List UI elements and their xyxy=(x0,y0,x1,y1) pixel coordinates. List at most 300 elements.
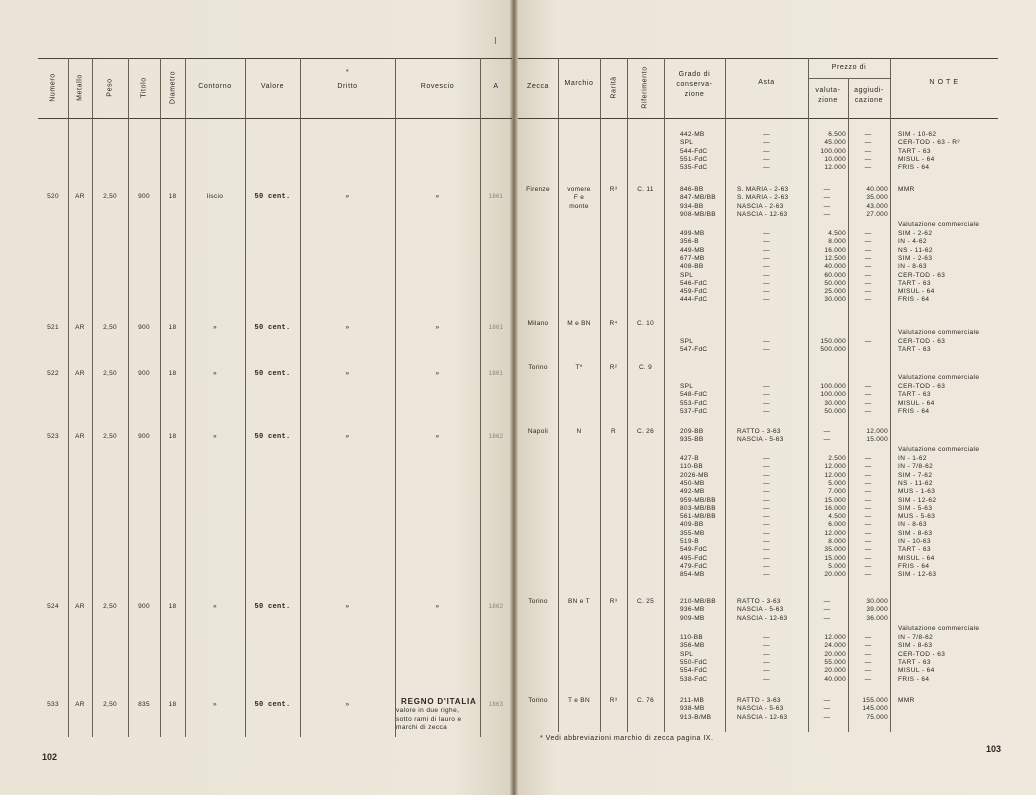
note-valutazione-header: Valutazione commerciale xyxy=(898,625,980,632)
cell-valutazione: — xyxy=(823,697,831,704)
cell-grado: SPL xyxy=(680,338,694,345)
cell-asta: — xyxy=(763,230,770,237)
cell-note: FRIS - 64 xyxy=(898,164,930,172)
cell-grado: 550-FdC xyxy=(680,658,708,666)
cell-contorno: liscio xyxy=(206,193,224,200)
cell-marchio: vomere xyxy=(567,186,591,193)
cell-note: MUS - 1-63 xyxy=(898,488,936,496)
cell-valutazione: — xyxy=(823,614,831,622)
cell-valutazione: — xyxy=(823,436,831,444)
cell-grado: 459-FdC xyxy=(680,288,708,296)
cell-valutazione: 7.000 xyxy=(828,488,846,496)
cell-grado: 909-MB xyxy=(680,614,705,622)
cell-note: MUS - 5-63 xyxy=(898,513,936,521)
cell-metallo: AR xyxy=(75,603,85,610)
cell-note: MMR xyxy=(898,186,915,193)
cell-numero: 520 xyxy=(47,193,59,200)
header-grado: zione xyxy=(684,91,705,98)
cell-valore: 50 cent. xyxy=(254,603,291,611)
cell-note: SIM - 10-62 xyxy=(898,131,937,138)
cell-grado: 2026-MB xyxy=(680,471,709,479)
cell-grado: 110-BB xyxy=(680,463,703,471)
cell-valutazione: 40.000 xyxy=(824,675,846,683)
cell-grado: 935-BB xyxy=(680,436,704,444)
cell-grado: 549-FdC xyxy=(680,546,708,554)
cell-anno: 1862 xyxy=(488,604,504,610)
rovescio-title: REGNO D'ITALIA xyxy=(401,697,477,706)
cell-asta: NASCIA - 12-63 xyxy=(737,210,788,218)
cell-note: TART - 63 xyxy=(898,391,931,399)
cell-grado: 959-MB/BB xyxy=(680,496,716,504)
cell-note: SIM - 8-63 xyxy=(898,529,933,537)
cell-asta: — xyxy=(763,246,770,254)
cell-grado: 913-B/MB xyxy=(680,713,712,721)
cell-note: TART - 63 xyxy=(898,279,931,287)
header-valutazione: valuta- xyxy=(815,87,841,94)
cell-note: IN - 8-63 xyxy=(898,263,927,271)
note-valutazione-header: Valutazione commerciale xyxy=(898,446,980,453)
cell-aggiudicazione: — xyxy=(864,288,872,296)
column-rule xyxy=(600,58,601,732)
cell-aggiudicazione: — xyxy=(864,554,872,562)
cell-asta: RATTO - 3-63 xyxy=(737,428,781,435)
cell-asta: NASCIA - 2-63 xyxy=(737,202,784,210)
cell-aggiudicazione: — xyxy=(864,399,872,407)
cell-marchio: T e BN xyxy=(568,697,590,704)
cell-titolo: 900 xyxy=(138,603,150,610)
cell-aggiudicazione: — xyxy=(864,479,872,487)
cell-valutazione: — xyxy=(823,598,831,605)
cell-aggiudicazione: — xyxy=(864,230,872,237)
cell-aggiudicazione: — xyxy=(864,642,872,650)
cell-aggiudicazione: — xyxy=(864,496,872,504)
cell-asta: — xyxy=(763,238,770,246)
cell-note: MMR xyxy=(898,697,915,704)
cell-valutazione: 20.000 xyxy=(824,571,846,579)
cell-numero: 524 xyxy=(47,603,59,610)
cell-asta: — xyxy=(763,488,770,496)
cell-aggiudicazione: — xyxy=(864,383,872,390)
page-number-right: 103 xyxy=(986,744,1002,754)
header-aggiudicazione: aggiudi- xyxy=(854,87,884,94)
cell-valore: 50 cent. xyxy=(254,433,291,441)
column-rule xyxy=(890,58,891,732)
cell-valutazione: 24.000 xyxy=(824,642,846,650)
cell-riferimento: C. 26 xyxy=(636,428,655,435)
cell-grado: 547-FdC xyxy=(680,346,708,354)
cell-grado: 551-FdC xyxy=(680,155,708,163)
cell-asta: — xyxy=(763,288,770,296)
cell-note: TART - 63 xyxy=(898,147,931,155)
cell-valutazione: — xyxy=(823,428,831,435)
cell-valutazione: 500.000 xyxy=(820,346,846,354)
header-note: N O T E xyxy=(929,79,959,86)
cell-asta: — xyxy=(763,254,770,262)
cell-asta: — xyxy=(763,296,770,304)
cell-note: MISUL - 64 xyxy=(898,667,935,675)
rovescio-description: sotto rami di lauro e xyxy=(396,715,462,723)
cell-valutazione: 8.000 xyxy=(828,238,846,246)
cell-asta: — xyxy=(763,521,770,529)
cell-peso: 2,50 xyxy=(103,433,117,440)
cell-rarita: R⁴ xyxy=(609,320,618,327)
cell-asta: — xyxy=(763,455,770,462)
cell-metallo: AR xyxy=(75,701,85,708)
footnote: * Vedi abbreviazioni marchio di zecca pagina IX. xyxy=(540,735,714,742)
cell-rarita: R xyxy=(611,428,616,435)
cell-aggiudicazione: — xyxy=(864,504,872,512)
cell-aggiudicazione: — xyxy=(864,147,872,155)
cell-valutazione: 30.000 xyxy=(824,399,846,407)
rovescio-description: marchi di zecca xyxy=(396,724,448,731)
column-rule xyxy=(300,58,301,737)
column-rule xyxy=(68,58,69,737)
prezzo-divider xyxy=(808,78,890,79)
cell-asta: NASCIA - 5-63 xyxy=(737,606,784,614)
column-header: Diametro xyxy=(169,70,176,105)
cell-aggiudicazione: — xyxy=(864,529,872,537)
cell-asta: — xyxy=(763,634,770,641)
cell-titolo: 900 xyxy=(138,324,150,331)
cell-valutazione: 20.000 xyxy=(824,667,846,675)
cell-asta: — xyxy=(763,271,770,279)
header-bottom-rule xyxy=(38,118,512,119)
cell-asta: — xyxy=(763,139,770,147)
cell-valutazione: 10.000 xyxy=(824,155,846,163)
cell-note: SIM - 5-63 xyxy=(898,504,933,512)
cell-contorno: » xyxy=(213,701,217,708)
column-rule xyxy=(160,58,161,737)
cell-valutazione: 40.000 xyxy=(824,263,846,271)
cell-note: IN - 7/8-62 xyxy=(898,634,934,641)
cell-asta: — xyxy=(763,391,770,399)
cell-aggiudicazione: 15.000 xyxy=(866,436,888,444)
cell-valore: 50 cent. xyxy=(254,701,291,709)
cell-grado: 535-FdC xyxy=(680,164,708,172)
cell-note: IN - 1-62 xyxy=(898,455,927,462)
header-prezzo: Prezzo di xyxy=(831,64,867,71)
cell-valutazione: 150.000 xyxy=(820,338,846,345)
cell-note: SIM - 12-62 xyxy=(898,496,937,504)
cell-asta: — xyxy=(763,155,770,163)
cell-aggiudicazione: — xyxy=(864,296,872,304)
cell-asta: — xyxy=(763,407,770,415)
cell-grado: 110-BB xyxy=(680,634,703,641)
cell-zecca: Torino xyxy=(528,697,548,704)
cell-grado: 499-MB xyxy=(680,230,705,237)
cell-note: FRIS - 64 xyxy=(898,675,930,683)
cell-anno: 1861 xyxy=(488,325,504,331)
cell-rarita: R² xyxy=(609,364,618,371)
cell-dritto: » xyxy=(345,370,350,377)
cell-note: CER-TOD - 63 xyxy=(898,383,946,390)
cell-note: CER-TOD - 63 - R² xyxy=(898,139,960,147)
cell-asta: — xyxy=(763,338,770,345)
cell-anno: 1862 xyxy=(488,434,504,440)
cell-metallo: AR xyxy=(75,370,85,377)
cell-zecca: Firenze xyxy=(526,186,550,193)
cell-asta: — xyxy=(763,546,770,554)
column-header: Contorno xyxy=(198,83,232,90)
cell-note: SIM - 2-62 xyxy=(898,230,933,237)
cell-aggiudicazione: — xyxy=(864,263,872,271)
cell-rovescio: » xyxy=(435,370,440,377)
cell-valutazione: 15.000 xyxy=(824,496,846,504)
cell-grado: 444-FdC xyxy=(680,296,708,304)
cell-marchio: T* xyxy=(575,364,583,371)
cell-asta: — xyxy=(763,571,770,579)
cell-asta: — xyxy=(763,513,770,521)
cell-grado: 492-MB xyxy=(680,488,705,496)
cell-aggiudicazione: — xyxy=(864,562,872,570)
cell-valutazione: — xyxy=(823,194,831,202)
cell-aggiudicazione: 27.000 xyxy=(866,210,888,218)
cell-grado: 538-FdC xyxy=(680,675,708,683)
cell-asta: NASCIA - 5-63 xyxy=(737,705,784,713)
cell-note: FRIS - 64 xyxy=(898,407,930,415)
cell-note: SIM - 8-63 xyxy=(898,642,933,650)
note-valutazione-header: Valutazione commerciale xyxy=(898,221,980,228)
cell-grado: 546-FdC xyxy=(680,279,708,287)
cell-note: SIM - 7-62 xyxy=(898,471,933,479)
cell-aggiudicazione: — xyxy=(864,538,872,545)
cell-rovescio: » xyxy=(435,433,440,440)
cell-aggiudicazione: — xyxy=(864,471,872,479)
cell-valutazione: 100.000 xyxy=(820,383,846,390)
cell-valutazione: 4.500 xyxy=(828,513,846,521)
cell-grado: 938-MB xyxy=(680,705,705,713)
cell-aggiudicazione: — xyxy=(864,164,872,172)
note-valutazione-header: Valutazione commerciale xyxy=(898,329,980,336)
cell-asta: — xyxy=(763,554,770,562)
cell-contorno: » xyxy=(213,370,217,377)
cell-aggiudicazione: — xyxy=(864,279,872,287)
page-number-left: 102 xyxy=(42,752,58,762)
cell-aggiudicazione: — xyxy=(864,246,872,254)
cell-note: MISUL - 64 xyxy=(898,399,935,407)
cell-aggiudicazione: — xyxy=(864,463,872,471)
cell-valutazione: 8.000 xyxy=(828,538,846,545)
cell-note: SIM - 12-63 xyxy=(898,571,937,579)
header-asta: Asta xyxy=(758,79,775,86)
cell-grado: 355-MB xyxy=(680,529,705,537)
cell-diametro: 18 xyxy=(168,370,177,377)
cell-aggiudicazione: — xyxy=(864,521,872,529)
cell-grado: 449-MB xyxy=(680,246,705,254)
cell-note: MISUL - 64 xyxy=(898,288,935,296)
cell-grado: 495-FdC xyxy=(680,554,708,562)
note-valutazione-header: Valutazione commerciale xyxy=(898,374,980,381)
cell-note: IN - 10-63 xyxy=(898,538,931,545)
cell-dritto: » xyxy=(345,433,350,440)
cell-note: IN - 8-63 xyxy=(898,521,927,529)
cell-aggiudicazione: — xyxy=(864,238,872,246)
cell-diametro: 18 xyxy=(168,324,177,331)
cell-metallo: AR xyxy=(75,433,85,440)
cell-numero: 533 xyxy=(47,701,59,708)
header-riferimento: Riferimento xyxy=(641,66,649,109)
cell-valutazione: 35.000 xyxy=(824,546,846,554)
cell-asta: RATTO - 3-63 xyxy=(737,598,781,605)
cell-zecca: Torino xyxy=(528,598,548,605)
cell-aggiudicazione: 155.000 xyxy=(862,697,888,704)
cell-peso: 2,50 xyxy=(103,701,117,708)
cell-aggiudicazione: — xyxy=(864,658,872,666)
cell-rovescio: » xyxy=(435,193,440,200)
cell-peso: 2,50 xyxy=(103,193,117,200)
column-header: Peso xyxy=(106,78,114,97)
cell-grado: SPL xyxy=(680,383,694,390)
header-bottom-rule xyxy=(518,118,998,119)
cell-asta: RATTO - 3-63 xyxy=(737,697,781,704)
cell-valutazione: 5.000 xyxy=(828,562,846,570)
header-grado: conserva- xyxy=(676,81,713,88)
cell-note: CER-TOD - 63 xyxy=(898,338,946,345)
cell-valutazione: 12.000 xyxy=(824,463,846,471)
cell-grado: 209-BB xyxy=(680,428,704,435)
cell-marchio: BN e T xyxy=(568,598,590,605)
column-rule xyxy=(627,58,628,732)
cell-aggiudicazione: — xyxy=(864,455,872,462)
cell-peso: 2,50 xyxy=(103,370,117,377)
header-grado: Grado di xyxy=(678,71,711,78)
cell-asta: — xyxy=(763,479,770,487)
cell-grado: 544-FdC xyxy=(680,147,708,155)
cell-note: IN - 7/8-62 xyxy=(898,463,934,471)
cell-dritto: » xyxy=(345,701,350,708)
cell-valutazione: 60.000 xyxy=(824,271,846,279)
cell-asta: — xyxy=(763,529,770,537)
cell-valore: 50 cent. xyxy=(254,193,291,201)
cell-grado: SPL xyxy=(680,139,694,147)
cell-valutazione: 2.500 xyxy=(828,455,846,462)
cell-asta: NASCIA - 5-63 xyxy=(737,436,784,444)
header-top-rule xyxy=(518,58,998,59)
cell-asta: — xyxy=(763,399,770,407)
cell-contorno: » xyxy=(213,603,217,610)
cell-peso: 2,50 xyxy=(103,603,117,610)
cell-valutazione: 100.000 xyxy=(820,391,846,399)
cell-grado: 537-FdC xyxy=(680,407,708,415)
cell-aggiudicazione: 75.000 xyxy=(866,713,888,721)
cell-asta: — xyxy=(763,658,770,666)
header-rarita: Rarità xyxy=(610,76,618,99)
cell-peso: 2,50 xyxy=(103,324,117,331)
column-rule xyxy=(395,58,396,737)
cell-asta: — xyxy=(763,675,770,683)
cell-grado: 554-FdC xyxy=(680,667,708,675)
cell-asta: — xyxy=(763,131,770,138)
cell-valutazione: 15.000 xyxy=(824,554,846,562)
cell-titolo: 900 xyxy=(138,433,150,440)
cell-valutazione: 45.000 xyxy=(824,139,846,147)
cell-numero: 522 xyxy=(47,370,59,377)
cell-grado: 450-MB xyxy=(680,479,705,487)
cell-aggiudicazione: 35.000 xyxy=(866,194,888,202)
cell-valutazione: — xyxy=(823,210,831,218)
cell-dritto: » xyxy=(345,193,350,200)
cell-metallo: AR xyxy=(75,193,85,200)
cell-riferimento: C. 25 xyxy=(636,598,655,605)
cell-asta: — xyxy=(763,504,770,512)
cell-zecca: Torino xyxy=(528,364,548,371)
cell-grado: SPL xyxy=(680,650,694,658)
cell-numero: 521 xyxy=(47,324,59,331)
cell-aggiudicazione: 36.000 xyxy=(866,614,888,622)
column-header: Numero xyxy=(49,73,57,102)
column-rule xyxy=(480,58,481,737)
cell-note: NS - 11-62 xyxy=(898,479,933,487)
cell-asta: NASCIA - 12-63 xyxy=(737,713,788,721)
cell-asta: — xyxy=(763,650,770,658)
cell-grado: 936-MB xyxy=(680,606,705,614)
cell-grado: 846-BB xyxy=(680,186,704,193)
cell-aggiudicazione: — xyxy=(864,667,872,675)
cell-valutazione: 25.000 xyxy=(824,288,846,296)
cell-asta: — xyxy=(763,496,770,504)
cell-valutazione: 100.000 xyxy=(820,147,846,155)
cell-titolo: 835 xyxy=(138,701,150,708)
cell-aggiudicazione: — xyxy=(864,271,872,279)
cell-valutazione: 30.000 xyxy=(824,296,846,304)
cell-aggiudicazione: — xyxy=(864,546,872,554)
cell-note: TART - 63 xyxy=(898,546,931,554)
cell-aggiudicazione: 30.000 xyxy=(866,598,888,605)
cell-riferimento: C. 76 xyxy=(636,697,655,704)
cell-valutazione: 12.000 xyxy=(824,529,846,537)
column-rule xyxy=(185,58,186,737)
cell-rarita: R³ xyxy=(609,186,618,193)
cell-grado: 934-BB xyxy=(680,202,704,210)
column-rule xyxy=(558,58,559,732)
header-valutazione: zione xyxy=(818,97,838,104)
column-header: Titolo xyxy=(140,77,148,98)
cell-asta: — xyxy=(763,538,770,545)
cell-valutazione: 4.500 xyxy=(828,230,846,237)
cell-asta: — xyxy=(763,383,770,390)
cell-aggiudicazione: 39.000 xyxy=(866,606,888,614)
column-rule xyxy=(128,58,129,737)
cell-diametro: 18 xyxy=(168,603,177,610)
cell-valutazione: — xyxy=(823,606,831,614)
cell-asta: — xyxy=(763,562,770,570)
column-header: Metallo xyxy=(76,74,84,101)
cell-marchio: F e xyxy=(573,194,585,202)
cell-anno: 1861 xyxy=(488,371,504,377)
column-header: Rovescio xyxy=(420,83,455,90)
cell-grado: 210-MB/BB xyxy=(680,598,716,605)
cell-valutazione: 55.000 xyxy=(824,658,846,666)
cell-aggiudicazione: — xyxy=(864,634,872,641)
column-rule xyxy=(245,58,246,737)
cell-grado: 427-B xyxy=(680,455,699,462)
cell-valutazione: 12.500 xyxy=(824,254,846,262)
cell-asta: NASCIA - 12-63 xyxy=(737,614,788,622)
cell-grado: 803-MB/BB xyxy=(680,504,716,512)
cell-anno: 1861 xyxy=(488,194,504,200)
cell-dritto: » xyxy=(345,324,350,331)
cell-valutazione: — xyxy=(823,202,831,210)
cell-valutazione: 6.000 xyxy=(828,521,846,529)
cell-grado: 409-BB xyxy=(680,521,704,529)
cell-riferimento: C. 11 xyxy=(637,186,654,193)
cell-grado: 677-MB xyxy=(680,254,705,262)
header-aggiudicazione: cazione xyxy=(854,97,884,104)
cell-marchio: M e BN xyxy=(567,320,591,327)
cell-grado: 548-FdC xyxy=(680,391,708,399)
cell-valutazione: 20.000 xyxy=(824,650,846,658)
column-header: Dritto xyxy=(337,83,358,90)
